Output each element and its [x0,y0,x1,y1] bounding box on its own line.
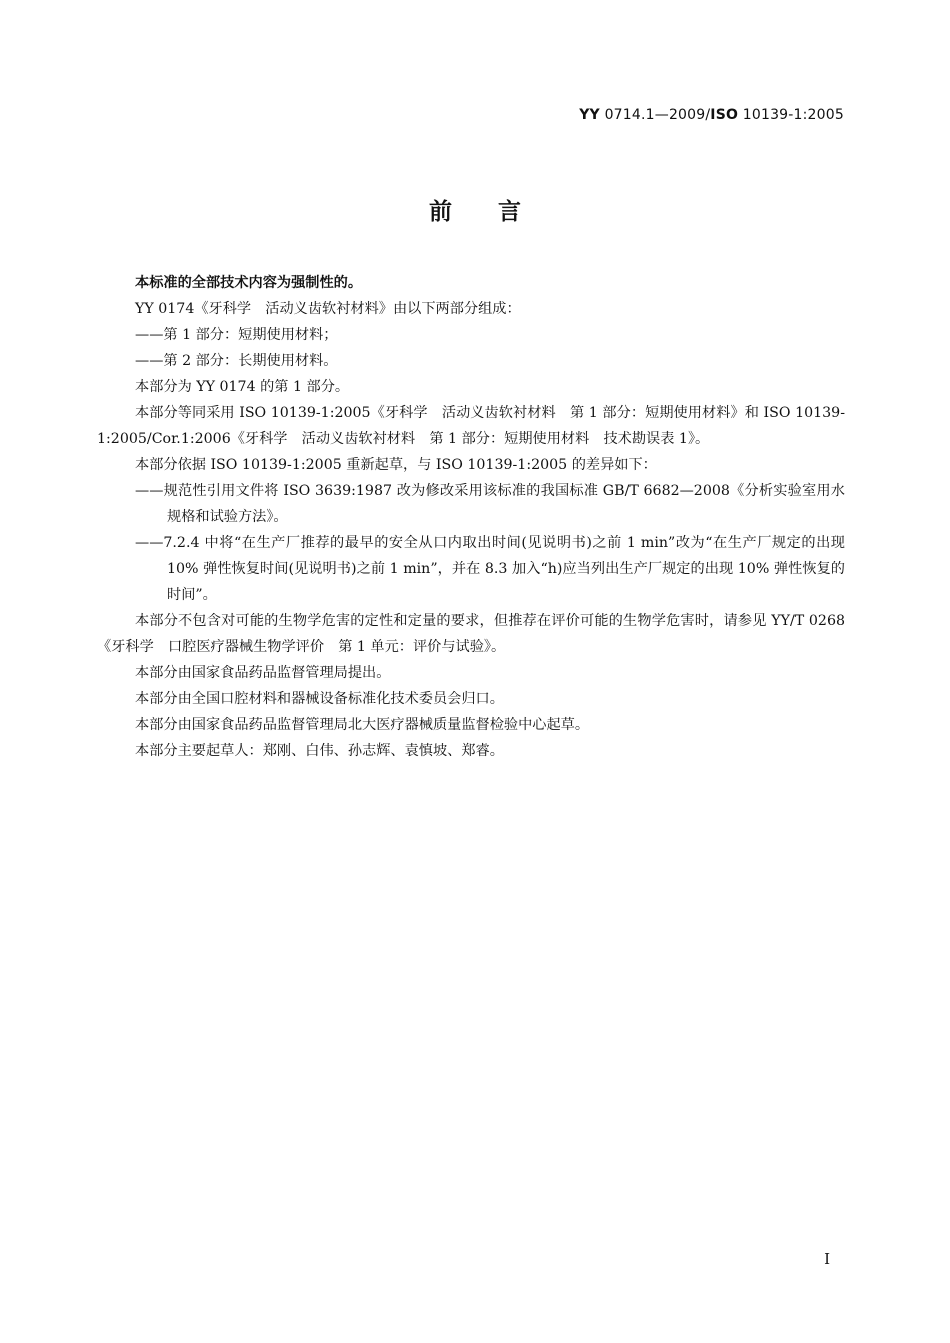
header-prefix: YY [579,107,600,123]
paragraph-drafted-by: 本部分由国家食品药品监督管理局北大医疗器械质量监督检验中心起草。 [135,717,590,733]
header-number-part2: 10139-1:2005 [742,107,844,123]
page-title: 前言 [429,199,567,225]
document-header [579,107,844,123]
list-item-difference-1: ——规范性引用文件将 ISO 3639:1987 改为修改采用该标准的我国标准 GB/T 6682—2008《分析实验室用水规格和试验方法》。 [135,483,845,525]
paragraph-biological-hazard: 本部分不包含对可能的生物学危害的定性和定量的要求，但推荐在评价可能的生物学危害时，请参见 YY/T 0268《牙科学 口腔医疗器械生物学评价 第 1 单元：评价与试验》。 [97,613,845,655]
document-body [97,270,845,764]
list-item-part1: ——第 1 部分：短期使用材料； [135,327,338,343]
header-iso: ISO [710,107,739,123]
header-number-part1: 0714.1—2009/ [604,107,711,123]
paragraph-drafters: 本部分主要起草人：郑刚、白伟、孙志辉、袁慎坡、郑睿。 [135,743,504,759]
paragraph-proposed-by: 本部分由国家食品药品监督管理局提出。 [135,665,391,681]
list-item-part2: ——第 2 部分：长期使用材料。 [135,353,338,369]
page-number: I [824,1250,830,1268]
paragraph-mandatory: 本标准的全部技术内容为强制性的。 [135,275,363,291]
paragraph-composition: YY 0174《牙科学 活动义齿软衬材料》由以下两部分组成： [135,301,521,317]
list-item-difference-2: ——7.2.4 中将“在生产厂推荐的最早的安全从口内取出时间(见说明书)之前 1 min”改为“在生产厂规定的出现 10% 弹性恢复时间(见说明书)之前 1 min”，并在 8.3 加入“h)应当列出生产厂规定的出现 10% 弹性恢复的时间”。 [135,535,845,603]
paragraph-centralized-by: 本部分由全国口腔材料和器械设备标准化技术委员会归口。 [135,691,504,707]
paragraph-differences-intro: 本部分依据 ISO 10139-1:2005 重新起草，与 ISO 10139-1:2005 的差异如下： [135,457,657,473]
paragraph-equivalence: 本部分等同采用 ISO 10139-1:2005《牙科学 活动义齿软衬材料 第 1 部分：短期使用材料》和 ISO 10139-1:2005/Cor.1:2006《牙科学 活动义齿软衬材料 第 1 部分：短期使用材料 技术勘误表 1》。 [97,405,845,447]
paragraph-part-identity: 本部分为 YY 0174 的第 1 部分。 [135,379,350,395]
